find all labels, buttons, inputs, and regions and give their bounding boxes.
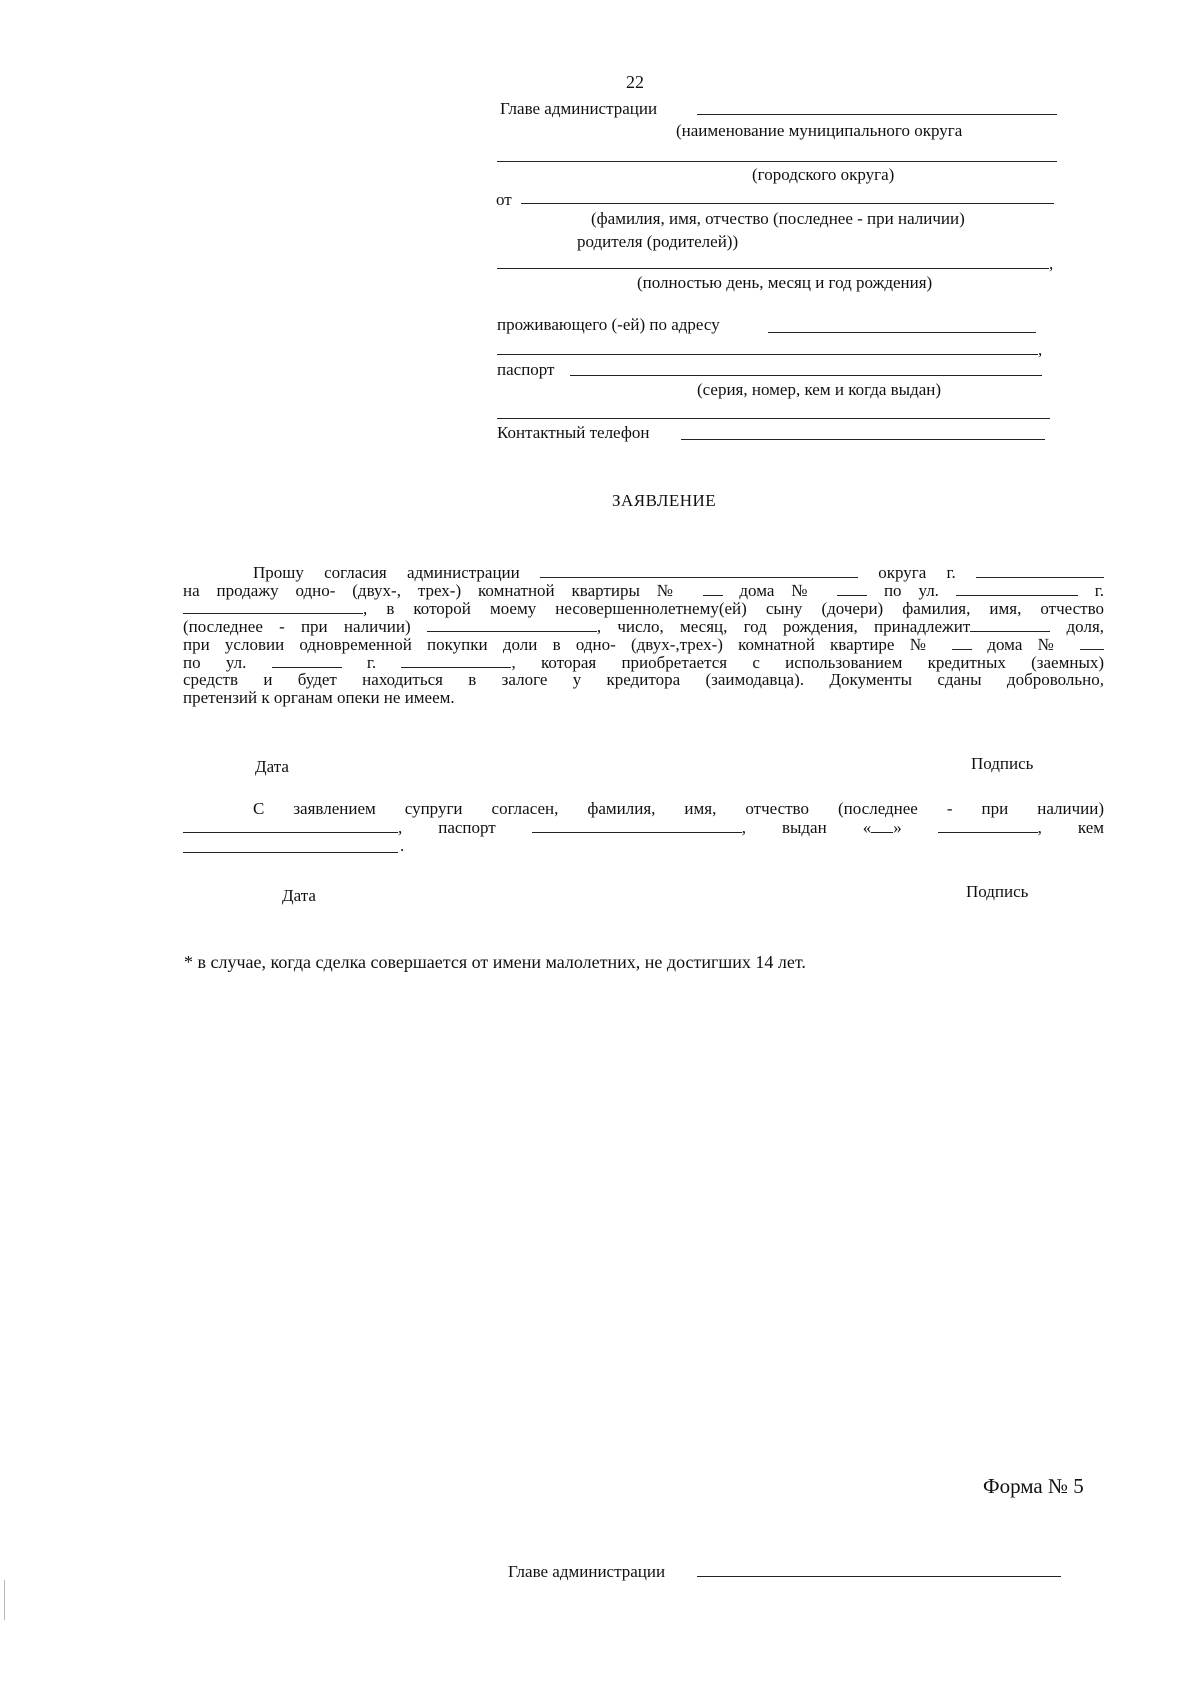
body-text: по ул. — [883, 581, 939, 600]
date-label-1: Дата — [255, 757, 289, 776]
form-number: Форма № 5 — [983, 1474, 1084, 1498]
body-text: г. — [1094, 581, 1105, 600]
address-field-2[interactable] — [497, 354, 1038, 355]
passport-field[interactable] — [570, 375, 1042, 376]
form5-to-label: Главе администрации — [508, 1562, 666, 1581]
body-line-3 — [183, 599, 1104, 618]
hint-birth: (полностью день, месяц и год рождения) — [637, 273, 933, 292]
body-text: при условии одновременной покупки доли в одно- (двух-,трех-) комнатной квартире № — [183, 635, 937, 654]
hint-parent-line1: (фамилия, имя, отчество (последнее - при наличии) — [591, 209, 965, 228]
body-text: дома № — [739, 581, 821, 600]
signature-label-1: Подпись — [971, 754, 1034, 773]
address-line-comma: , — [1038, 340, 1043, 359]
spouse-period: . — [400, 836, 405, 855]
hint-parent-line2: родителя (родителей)) — [577, 232, 739, 251]
spouse-line-2 — [183, 818, 1104, 837]
phone-field[interactable] — [681, 439, 1045, 440]
body-text: доля, — [1066, 617, 1105, 636]
body-text: , — [398, 818, 403, 837]
body-line-2 — [183, 581, 1104, 600]
form5-name-field[interactable] — [697, 1576, 1061, 1577]
body-text: » — [893, 818, 902, 837]
body-text: (последнее - при наличии) — [183, 617, 411, 636]
apartment-no-field[interactable] — [703, 581, 723, 596]
body-line-7: средств и будет находиться в залоге у кредитора (заимодавца). Документы сданы добровольно, — [183, 670, 1104, 689]
address-label: проживающего (-ей) по адресу — [497, 315, 720, 334]
body-line-4 — [183, 617, 1104, 636]
hint-passport: (серия, номер, кем и когда выдан) — [697, 380, 942, 399]
scan-edge-mark — [4, 1580, 5, 1620]
body-text: кем — [1077, 818, 1105, 837]
spouse-passport-field[interactable] — [532, 818, 742, 833]
new-apartment-no-field[interactable] — [952, 635, 972, 650]
body-text: на продажу одно- (двух-, трех-) комнатной квартиры № — [183, 581, 686, 600]
share-field[interactable] — [970, 617, 1050, 632]
hint-city: (городского округа) — [752, 165, 895, 184]
city-field-2[interactable] — [183, 599, 363, 614]
body-text: паспорт — [438, 818, 496, 837]
street-field[interactable] — [956, 581, 1078, 596]
addressee-name-field[interactable] — [697, 114, 1057, 115]
administration-field[interactable] — [540, 563, 858, 578]
house-no-field[interactable] — [837, 581, 867, 596]
body-text: Прошу согласия администрации — [253, 563, 520, 582]
body-line-1 — [183, 563, 1104, 582]
body-text: г. — [366, 653, 377, 672]
passport-label: паспорт — [497, 360, 555, 379]
issue-month-field[interactable] — [938, 818, 1038, 833]
passport-field-2[interactable] — [497, 418, 1050, 419]
body-line-5 — [183, 635, 1104, 654]
page-number: 22 — [626, 72, 644, 92]
body-text: , в которой моему несовершеннолетнему(ей) сыну (дочери) фамилия, имя, отчество — [363, 599, 1104, 618]
spouse-name-field[interactable] — [183, 818, 398, 833]
parent-name-field[interactable] — [521, 203, 1054, 204]
issue-day-field[interactable] — [871, 818, 893, 833]
birth-line-comma: , — [1049, 254, 1054, 273]
body-text: по ул. — [183, 653, 247, 672]
footnote: * в случае, когда сделка совершается от имени малолетних, не достигших 14 лет. — [184, 952, 806, 972]
child-name-field[interactable] — [427, 617, 597, 632]
new-street-field[interactable] — [272, 653, 342, 668]
addressee-to-label: Главе администрации — [500, 99, 658, 118]
body-text: дома № — [987, 635, 1065, 654]
body-text: , число, месяц, год рождения, принадлежит — [596, 617, 971, 636]
city-field[interactable] — [976, 563, 1104, 578]
new-house-no-field[interactable] — [1080, 635, 1104, 650]
date-label-2: Дата — [282, 886, 316, 905]
new-city-field[interactable] — [401, 653, 511, 668]
phone-label: Контактный телефон — [497, 423, 650, 442]
birth-date-field[interactable] — [497, 268, 1049, 269]
body-text: , — [741, 818, 746, 837]
body-text: , которая приобретается с использованием кредитных (заемных) — [511, 653, 1105, 672]
address-field[interactable] — [768, 332, 1036, 333]
body-line-6 — [183, 653, 1104, 672]
spouse-issued-by-field[interactable] — [183, 852, 398, 853]
document-title: ЗАЯВЛЕНИЕ — [612, 491, 717, 510]
body-text: округа г. — [878, 563, 956, 582]
body-line-8: претензий к органам опеки не имеем. — [183, 688, 455, 707]
municipality-field[interactable] — [497, 161, 1057, 162]
hint-municipality: (наименование муниципального округа — [676, 121, 963, 140]
signature-label-2: Подпись — [966, 882, 1029, 901]
body-text: « — [862, 818, 872, 837]
spouse-line-1: С заявлением супруги согласен, фамилия, имя, отчество (последнее - при наличии) — [253, 799, 1104, 818]
from-label: от — [496, 190, 512, 209]
body-text: выдан — [781, 818, 827, 837]
body-text: , — [1037, 818, 1042, 837]
